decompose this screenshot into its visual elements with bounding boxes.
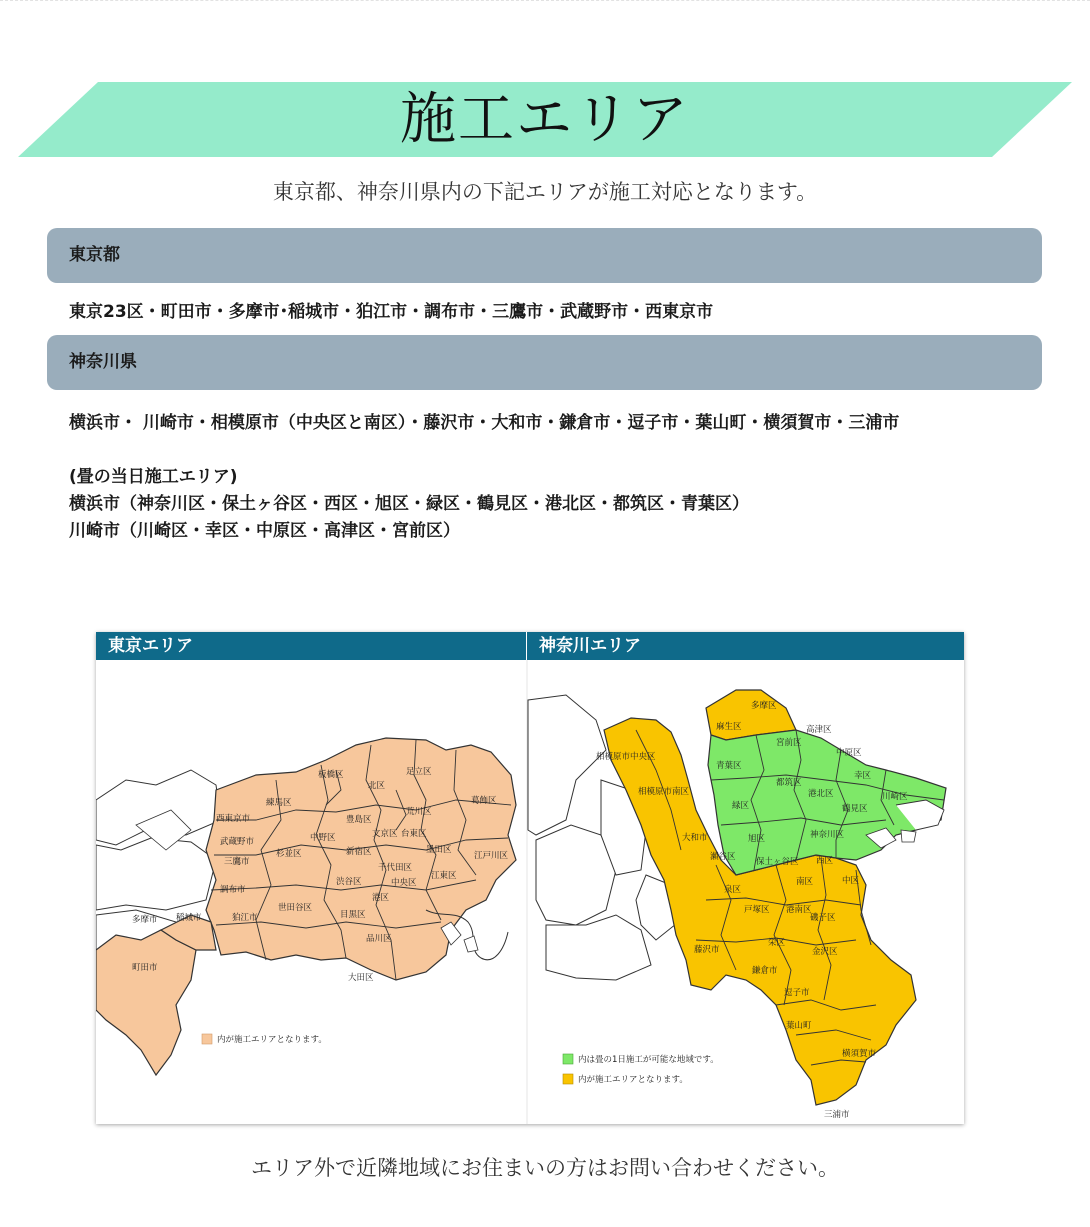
kanagawa-ward-label: 西区 xyxy=(816,856,834,866)
tokyo-ward-label: 江戸川区 xyxy=(474,851,509,861)
kanagawa-ward-label: 港北区 xyxy=(808,789,834,799)
kanagawa-ward-label: 高津区 xyxy=(806,725,832,735)
kanagawa-ward-label: 中原区 xyxy=(836,748,862,758)
tokyo-ward-label: 品川区 xyxy=(366,934,392,944)
kanagawa-ward-label: 旭区 xyxy=(748,834,766,844)
tokyo-ward-label: 西東京市 xyxy=(216,814,251,824)
tokyo-legend-text: 内が施工エリアとなります。 xyxy=(217,1035,327,1045)
area-map-image xyxy=(96,632,964,1124)
tokyo-ward-label: 北区 xyxy=(368,781,386,791)
tokyo-ward-label: 渋谷区 xyxy=(336,877,362,887)
tokyo-ward-label: 港区 xyxy=(372,893,390,903)
kanagawa-map xyxy=(528,690,946,1120)
tokyo-map xyxy=(96,738,516,1075)
tokyo-ward-label: 町田市 xyxy=(132,963,158,973)
kanagawa-ward-label: 逗子市 xyxy=(784,988,810,998)
tokyo-ward-label: 多摩市 xyxy=(132,915,158,925)
kanagawa-ward-label: 中区 xyxy=(842,876,860,886)
kanagawa-legend-yellow-text: 内が施工エリアとなります。 xyxy=(578,1075,688,1085)
tokyo-ward-label: 墨田区 xyxy=(426,845,452,855)
kanagawa-ward-label: 瀬谷区 xyxy=(710,852,736,862)
tokyo-ward-label: 板橋区 xyxy=(318,770,344,780)
kanagawa-ward-label: 栄区 xyxy=(768,938,786,948)
tokyo-ward-label: 杉並区 xyxy=(276,849,302,859)
area-map-drawing xyxy=(96,660,964,1124)
tokyo-ward-label: 台東区 xyxy=(401,829,427,839)
sameday-title: (畳の当日施工エリア) xyxy=(69,467,238,487)
kanagawa-ward-label: 大和市 xyxy=(682,833,708,843)
tokyo-map-header: 東京エリア xyxy=(96,632,526,660)
tokyo-ward-label: 武蔵野市 xyxy=(220,837,255,847)
kanagawa-heading-bar: 神奈川県 xyxy=(47,335,1042,390)
tokyo-ward-label: 荒川区 xyxy=(406,807,432,817)
kanagawa-ward-label: 金沢区 xyxy=(812,947,838,957)
tokyo-ward-label: 豊島区 xyxy=(346,815,372,825)
kanagawa-ward-label: 幸区 xyxy=(854,771,872,781)
tokyo-ward-label: 中野区 xyxy=(310,833,336,843)
kanagawa-ward-label: 港南区 xyxy=(786,905,812,915)
kanagawa-ward-label: 神奈川区 xyxy=(810,830,845,840)
kanagawa-map-header: 神奈川エリア xyxy=(527,632,964,660)
tokyo-ward-label: 新宿区 xyxy=(346,847,372,857)
page-title: 施工エリア xyxy=(400,87,690,152)
sameday-yokohama: 横浜市（神奈川区・保土ヶ谷区・西区・旭区・緑区・鶴見区・港北区・都筑区・青葉区） xyxy=(69,494,749,514)
tokyo-ward-label: 足立区 xyxy=(406,767,432,777)
kanagawa-ward-label: 戸塚区 xyxy=(744,905,770,915)
kanagawa-ward-label: 鎌倉市 xyxy=(752,966,778,976)
kanagawa-legend-green-swatch xyxy=(563,1054,573,1064)
kanagawa-ward-label: 南区 xyxy=(796,877,814,887)
tokyo-ward-label: 稲城市 xyxy=(176,913,202,923)
kanagawa-ward-label: 相模原市南区 xyxy=(638,787,690,797)
kanagawa-ward-label: 相模原市中央区 xyxy=(596,752,656,762)
kanagawa-ward-label: 宮前区 xyxy=(776,738,802,748)
kanagawa-ward-label: 横須賀市 xyxy=(842,1049,877,1059)
kanagawa-ward-label: 緑区 xyxy=(732,801,750,811)
kanagawa-ward-label: 藤沢市 xyxy=(694,945,720,955)
tokyo-ward-label: 狛江市 xyxy=(232,913,258,923)
tokyo-ward-label: 世田谷区 xyxy=(278,903,313,913)
tokyo-ward-label: 葛飾区 xyxy=(471,796,497,806)
tokyo-ward-label: 江東区 xyxy=(431,871,457,881)
tokyo-ward-label: 文京区 xyxy=(372,829,398,839)
kanagawa-ward-label: 泉区 xyxy=(724,885,742,895)
kanagawa-ward-label: 鶴見区 xyxy=(842,804,868,814)
kanagawa-ward-label: 磯子区 xyxy=(810,913,836,923)
kanagawa-ward-label: 川崎区 xyxy=(882,792,908,802)
kanagawa-ward-label: 青葉区 xyxy=(716,761,742,771)
footer-note: エリア外で近隣地域にお住まいの方はお問い合わせください。 xyxy=(251,1156,839,1180)
tokyo-ward-label: 調布市 xyxy=(220,885,246,895)
kanagawa-area-list: 横浜市・ 川崎市・相模原市（中央区と南区）・藤沢市・大和市・鎌倉市・逗子市・葉山町・横須賀市・三浦市 xyxy=(69,413,900,433)
tokyo-ward-label: 三鷹市 xyxy=(224,857,250,867)
top-divider xyxy=(0,0,1090,1)
kanagawa-ward-label: 都筑区 xyxy=(776,778,802,788)
kanagawa-ward-label: 保土ヶ谷区 xyxy=(756,857,799,867)
kanagawa-ward-label: 麻生区 xyxy=(716,722,742,732)
sameday-kawasaki: 川崎市（川崎区・幸区・中原区・高津区・宮前区） xyxy=(69,521,460,541)
intro-text: 東京都、神奈川県内の下記エリアが施工対応となります。 xyxy=(272,180,818,204)
kanagawa-legend-green-text: 内は畳の1日施工が可能な地域です。 xyxy=(578,1055,719,1065)
tokyo-ward-label: 千代田区 xyxy=(378,863,413,873)
section-banner xyxy=(18,82,1072,157)
tokyo-heading-bar: 東京都 xyxy=(47,228,1042,283)
tokyo-area-list: 東京23区・町田市・多摩市･稲城市・狛江市・調布市・三鷹市・武蔵野市・西東京市 xyxy=(69,302,714,322)
tokyo-ward-label: 練馬区 xyxy=(266,798,292,808)
kanagawa-legend-yellow-swatch xyxy=(563,1074,573,1084)
tokyo-legend-swatch xyxy=(202,1034,212,1044)
kanagawa-ward-label: 三浦市 xyxy=(824,1110,850,1120)
tokyo-ward-label: 中央区 xyxy=(391,878,417,888)
kanagawa-ward-label: 葉山町 xyxy=(786,1021,812,1031)
kanagawa-ward-label: 多摩区 xyxy=(751,701,777,711)
tokyo-ward-label: 大田区 xyxy=(348,973,374,983)
tokyo-ward-label: 目黒区 xyxy=(340,910,366,920)
